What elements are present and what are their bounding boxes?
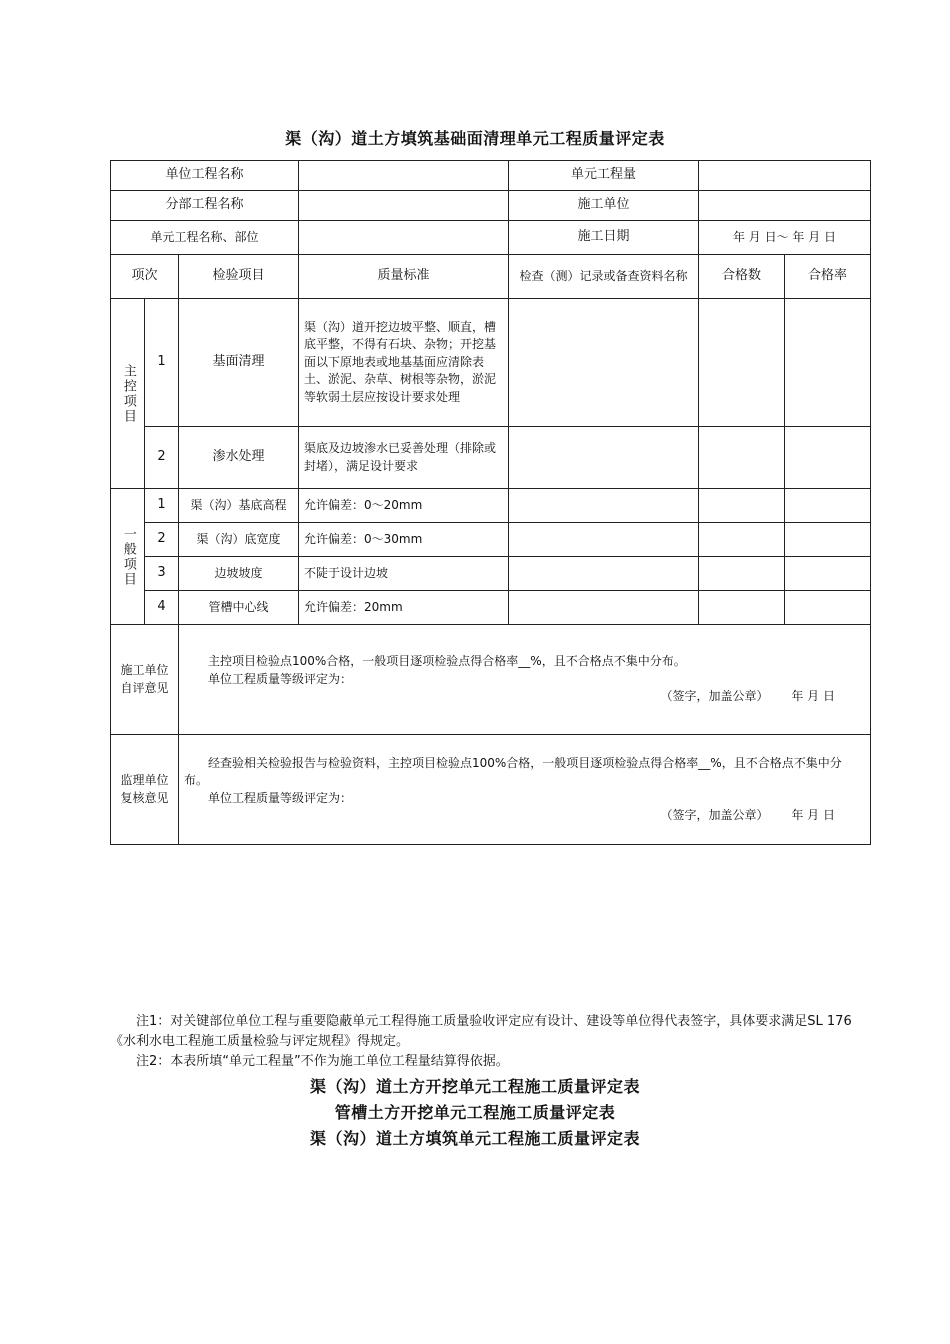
supervision-signature-date: 年 月 日 xyxy=(791,807,835,822)
notes-block xyxy=(110,1012,870,1072)
general-item-row xyxy=(111,591,871,625)
construction-signature-text: （签字，加盖公章） xyxy=(660,689,769,704)
col-record: 检查（测）记录或备查资料名称 xyxy=(509,255,699,299)
general-item-name: 渠（沟）基底高程 xyxy=(179,489,299,523)
division-project-value xyxy=(299,191,509,221)
document-title: 渠（沟）道土方填筑基础面清理单元工程质量评定表 xyxy=(285,129,665,148)
main-item-row xyxy=(111,299,871,427)
construction-eval-text: 主控项目检验点100%合格，一般项目逐项检验点得合格率__%，且不合格点不集中分布。 xyxy=(208,654,686,669)
general-item-count xyxy=(699,591,785,625)
footer-title-2: 管槽土方开挖单元工程施工质量评定表 xyxy=(334,1103,616,1122)
main-item-name: 基面清理 xyxy=(179,299,299,427)
general-item-standard: 允许偏差：0～20mm xyxy=(299,489,509,523)
main-item-name: 渗水处理 xyxy=(179,427,299,489)
general-item-name: 管槽中心线 xyxy=(179,591,299,625)
supervision-eval-label: 监理单位复核意见 xyxy=(111,735,179,845)
construction-date-value: 年 月 日～ 年 月 日 xyxy=(699,221,871,255)
main-item-rate xyxy=(785,299,871,427)
general-item-no: 4 xyxy=(145,591,179,625)
header-row-element xyxy=(111,221,871,255)
general-item-row xyxy=(111,557,871,591)
construction-eval-cell xyxy=(179,625,871,735)
header-row-unit xyxy=(111,161,871,191)
col-qualified-rate: 合格率 xyxy=(785,255,871,299)
construction-eval-label: 施工单位自评意见 xyxy=(111,625,179,735)
general-item-count xyxy=(699,557,785,591)
main-items-label: 主控项目 xyxy=(111,299,145,489)
general-item-standard: 允许偏差：20mm xyxy=(299,591,509,625)
general-item-count xyxy=(699,523,785,557)
supervision-eval-cell xyxy=(179,735,871,845)
footer-title-3: 渠（沟）道土方填筑单元工程施工质量评定表 xyxy=(309,1129,640,1148)
general-item-record xyxy=(509,591,699,625)
general-item-no: 3 xyxy=(145,557,179,591)
element-project-label: 单元工程名称、部位 xyxy=(111,221,299,255)
supervision-eval-text: 经查验相关检验报告与检验资料，主控项目检验点100%合格，一般项目逐项检验点得合格率__%，且不合格点不集中分布。 xyxy=(184,755,842,788)
construction-date-label: 施工日期 xyxy=(509,221,699,255)
supervision-eval-row xyxy=(111,735,871,845)
note-1: 注1：对关键部位单位工程与重要隐蔽单元工程得施工质量验收评定应有设计、建设等单位得代表签字，具体要求满足SL 176《水利水电工程施工质量检验与评定规程》得规定。 xyxy=(110,1014,852,1050)
col-check-item: 检验项目 xyxy=(179,255,299,299)
general-item-rate xyxy=(785,591,871,625)
division-project-label: 分部工程名称 xyxy=(111,191,299,221)
supervision-signature-text: （签字，加盖公章） xyxy=(660,807,769,822)
main-item-count xyxy=(699,299,785,427)
footer-title-1: 渠（沟）道土方开挖单元工程施工质量评定表 xyxy=(309,1077,640,1096)
main-item-rate xyxy=(785,427,871,489)
general-item-no: 2 xyxy=(145,523,179,557)
construction-eval-grade: 单位工程质量等级评定为： xyxy=(208,671,353,686)
general-item-no: 1 xyxy=(145,489,179,523)
col-quality-standard: 质量标准 xyxy=(299,255,509,299)
main-item-no: 1 xyxy=(145,299,179,427)
col-item-type: 项次 xyxy=(111,255,179,299)
general-item-record xyxy=(509,489,699,523)
construction-signature-date: 年 月 日 xyxy=(791,689,835,704)
quality-evaluation-table xyxy=(110,160,871,845)
supervision-eval-grade: 单位工程质量等级评定为： xyxy=(208,790,353,805)
main-item-record xyxy=(509,299,699,427)
main-item-no: 2 xyxy=(145,427,179,489)
note-2: 注2：本表所填“单元工程量”不作为施工单位工程量结算得依据。 xyxy=(136,1054,509,1070)
general-item-standard: 允许偏差：0～30mm xyxy=(299,523,509,557)
construction-eval-row xyxy=(111,625,871,735)
column-header-row xyxy=(111,255,871,299)
general-item-row xyxy=(111,523,871,557)
element-project-value xyxy=(299,221,509,255)
main-item-record xyxy=(509,427,699,489)
general-item-name: 渠（沟）底宽度 xyxy=(179,523,299,557)
general-item-rate xyxy=(785,557,871,591)
col-qualified-count: 合格数 xyxy=(699,255,785,299)
unit-project-value xyxy=(299,161,509,191)
unit-project-label: 单位工程名称 xyxy=(111,161,299,191)
general-item-name: 边坡坡度 xyxy=(179,557,299,591)
general-item-rate xyxy=(785,523,871,557)
general-item-record xyxy=(509,557,699,591)
unit-quantity-value xyxy=(699,161,871,191)
general-items-label: 一般项目 xyxy=(111,489,145,625)
unit-quantity-label: 单元工程量 xyxy=(509,161,699,191)
general-item-count xyxy=(699,489,785,523)
header-row-division xyxy=(111,191,871,221)
general-item-rate xyxy=(785,489,871,523)
construction-eval-signature xyxy=(184,688,865,705)
general-item-record xyxy=(509,523,699,557)
main-item-count xyxy=(699,427,785,489)
construction-unit-value xyxy=(699,191,871,221)
construction-unit-label: 施工单位 xyxy=(509,191,699,221)
supervision-eval-signature xyxy=(184,807,865,824)
general-item-row xyxy=(111,489,871,523)
main-item-standard: 渠（沟）道开挖边坡平整、顺直，槽底平整，不得有石块、杂物；开挖基面以下原地表或地基基面应清除表土、淤泥、杂草、树根等杂物，淤泥等软弱土层应按设计要求处理 xyxy=(299,299,509,427)
main-item-row xyxy=(111,427,871,489)
main-item-standard: 渠底及边坡渗水已妥善处理（排除或封堵），满足设计要求 xyxy=(299,427,509,489)
general-item-standard: 不陡于设计边坡 xyxy=(299,557,509,591)
